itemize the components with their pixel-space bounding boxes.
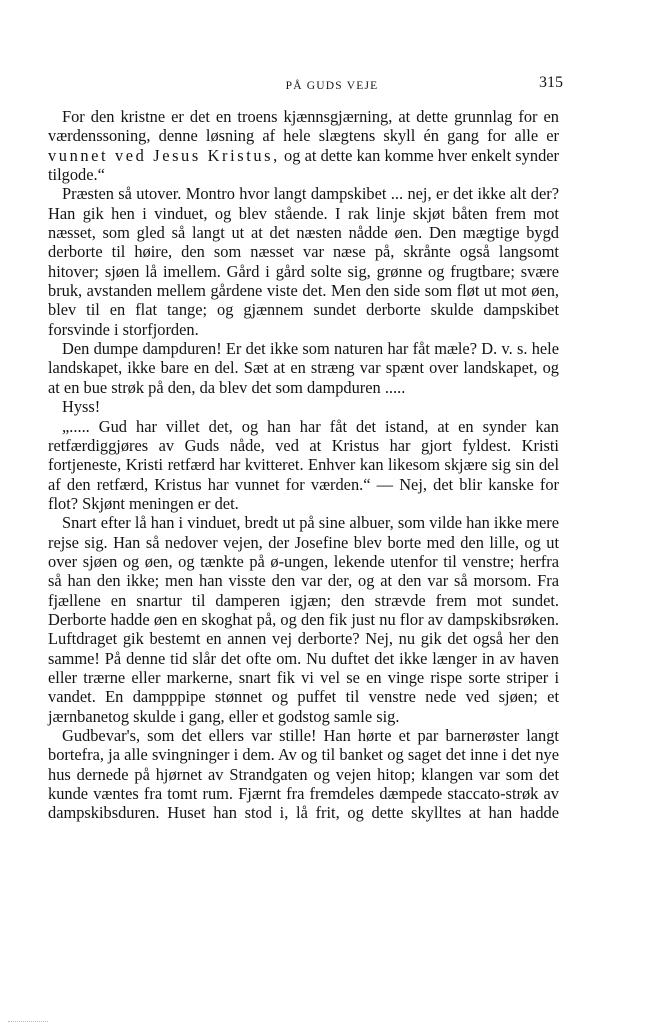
body-text [48,107,559,823]
running-title: PÅ GUDS VEJE [285,80,379,92]
paragraph-1 [48,107,559,184]
paragraph-1-end: og at dette kan komme hver enkelt synder tilgode.“ [48,145,559,185]
paragraph-4: Hyss! [62,397,101,417]
paragraph-7: Gudbevar's, som det ellers var stille! Han hørte et par barnerøster langt bortefra, ja alle svingninger i dem. Av og til banket og saget det inne i det nye hus dernede på hjørnet av Strandgaten og vejen hitop; klangen var som det kunde væntes fra tomt rum. Fjærnt fra fremdeles dæmpede staccato-strøk av dampskibsduren. Huset han stod i, lå frit, og dette skylltes at han hadde [48,726,559,823]
paragraph-2: Præsten så utover. Montro hvor langt dampskibet ... nej, er det ikke alt der? Han gik hen i vinduet, og blev stående. I rak linje skjøt båten frem mot næsset, som gled så langt ut at det næsten nådde øen. Den mægtige bygd derborte til høire, den som næsset var næse på, skrånte også langsomt hitover; sjøen lå imellem. Gård i gård solte sig, grønne og frugtbare; svære bruk, avstanden mellem gårdene viste det. Men den side som fløt ut mot øen, blev til en flat tange; og gjænnem sundet derborte skulde dampskibet forsvinde i storfjorden. [48,184,559,339]
scan-edge-mark [8,1019,48,1022]
paragraph-5: „..... Gud har villet det, og han har fåt det istand, at en synder kan retfærdiggjøres av Guds nåde, ved at Kristus har gjort fyldest. Kristi fortjeneste, Kristi retfærd har kvitteret. Enhver kan likesom skjære sig sin del af den retfærd, Kristus har vunnet for værden.“ — Nej, det blir kanske for flot? Skjønt meningen er det. [48,416,559,513]
paragraph-3: Den dumpe dampduren! Er det ikke som naturen har fåt mæle? D. v. s. hele landskapet, ikke bare en del. Sæt at en stræng var spænt over landskapet, og at en bue strøk på den, da blev det som dampduren ..... [48,339,559,397]
paragraph-1-start: For den kristne er det en troens kjænnsgjærning, at dette grunnlag for en værdenssoning, denne løsning af hele slægtens skyll én gang for alle er [48,107,559,146]
paragraph-6: Snart efter lå han i vinduet, bredt ut på sine albuer, som vilde han ikke mere rejse sig. Han så nedover vejen, der Josefine blev borte med den lille, og ut over sjøen og øen, og tænkte på ø-ungen, lekende utenfor til venstre; herfra så han den ikke; men han visste den var der, og at den var så morsom. Fra fjællene en snartur til damperen igjæn; den strævde frem mot sundet. Derborte hadde øen en skoghat på, og den fik just nu flor av dampskibsrøken. Luftdraget gik bestemt en annen vej derborte? Nej, nu gik det også her den samme! På denne tid slår det ofte om. Nu duftet det ikke længer in av haven eller trærne eller markerne, snart fik vi vel se en vinge rispe sorte striper i vandet. En dampppipe stønnet og puffet til venstre nede ved sjøen; et jærnbanetog skulde i gang, eller et godstog samle sig. [48,513,559,726]
spaced-emphasis: vunnet ved Jesus Kristus, [48,145,280,165]
page-number: 315 [539,74,563,91]
